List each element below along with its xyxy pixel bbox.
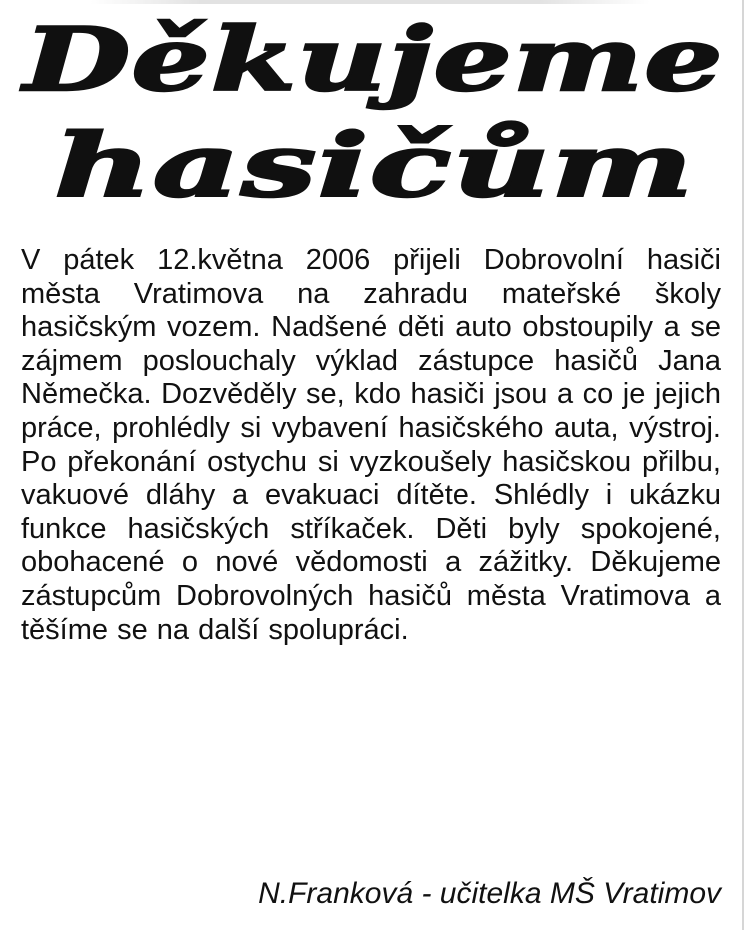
scan-artifact-top [90, 0, 650, 4]
headline-line-1: Děkujeme [24, 7, 724, 111]
headline-line-2: hasičům [54, 113, 694, 217]
article-body: V pátek 12.května 2006 přijeli Dobrovolní hasiči města Vratimova na zahradu mateřské školy hasičským vozem. Nadšené děti auto obstoupily a se zájmem poslouchaly výklad zástupce hasičů Jana Němečka. Dozvěděly se, kdo hasiči jsou a co je jejich práce, prohlédly si vybavení hasičského auta, výstroj. Po překonání ostychu si vyzkoušely hasičskou přilbu, vakuové dláhy a evakuaci dítěte. Shlédly i ukázku funkce hasičských stříkaček. Děti byly spokojené, obohacené o nové vědomosti a zážitky. Děkujeme zástupcům Dobrovolných hasičů města Vratimova a těšíme se na další spolupráci. [21, 244, 721, 646]
author-signature: N.Franková - učitelka MŠ Vratimov [258, 877, 721, 910]
